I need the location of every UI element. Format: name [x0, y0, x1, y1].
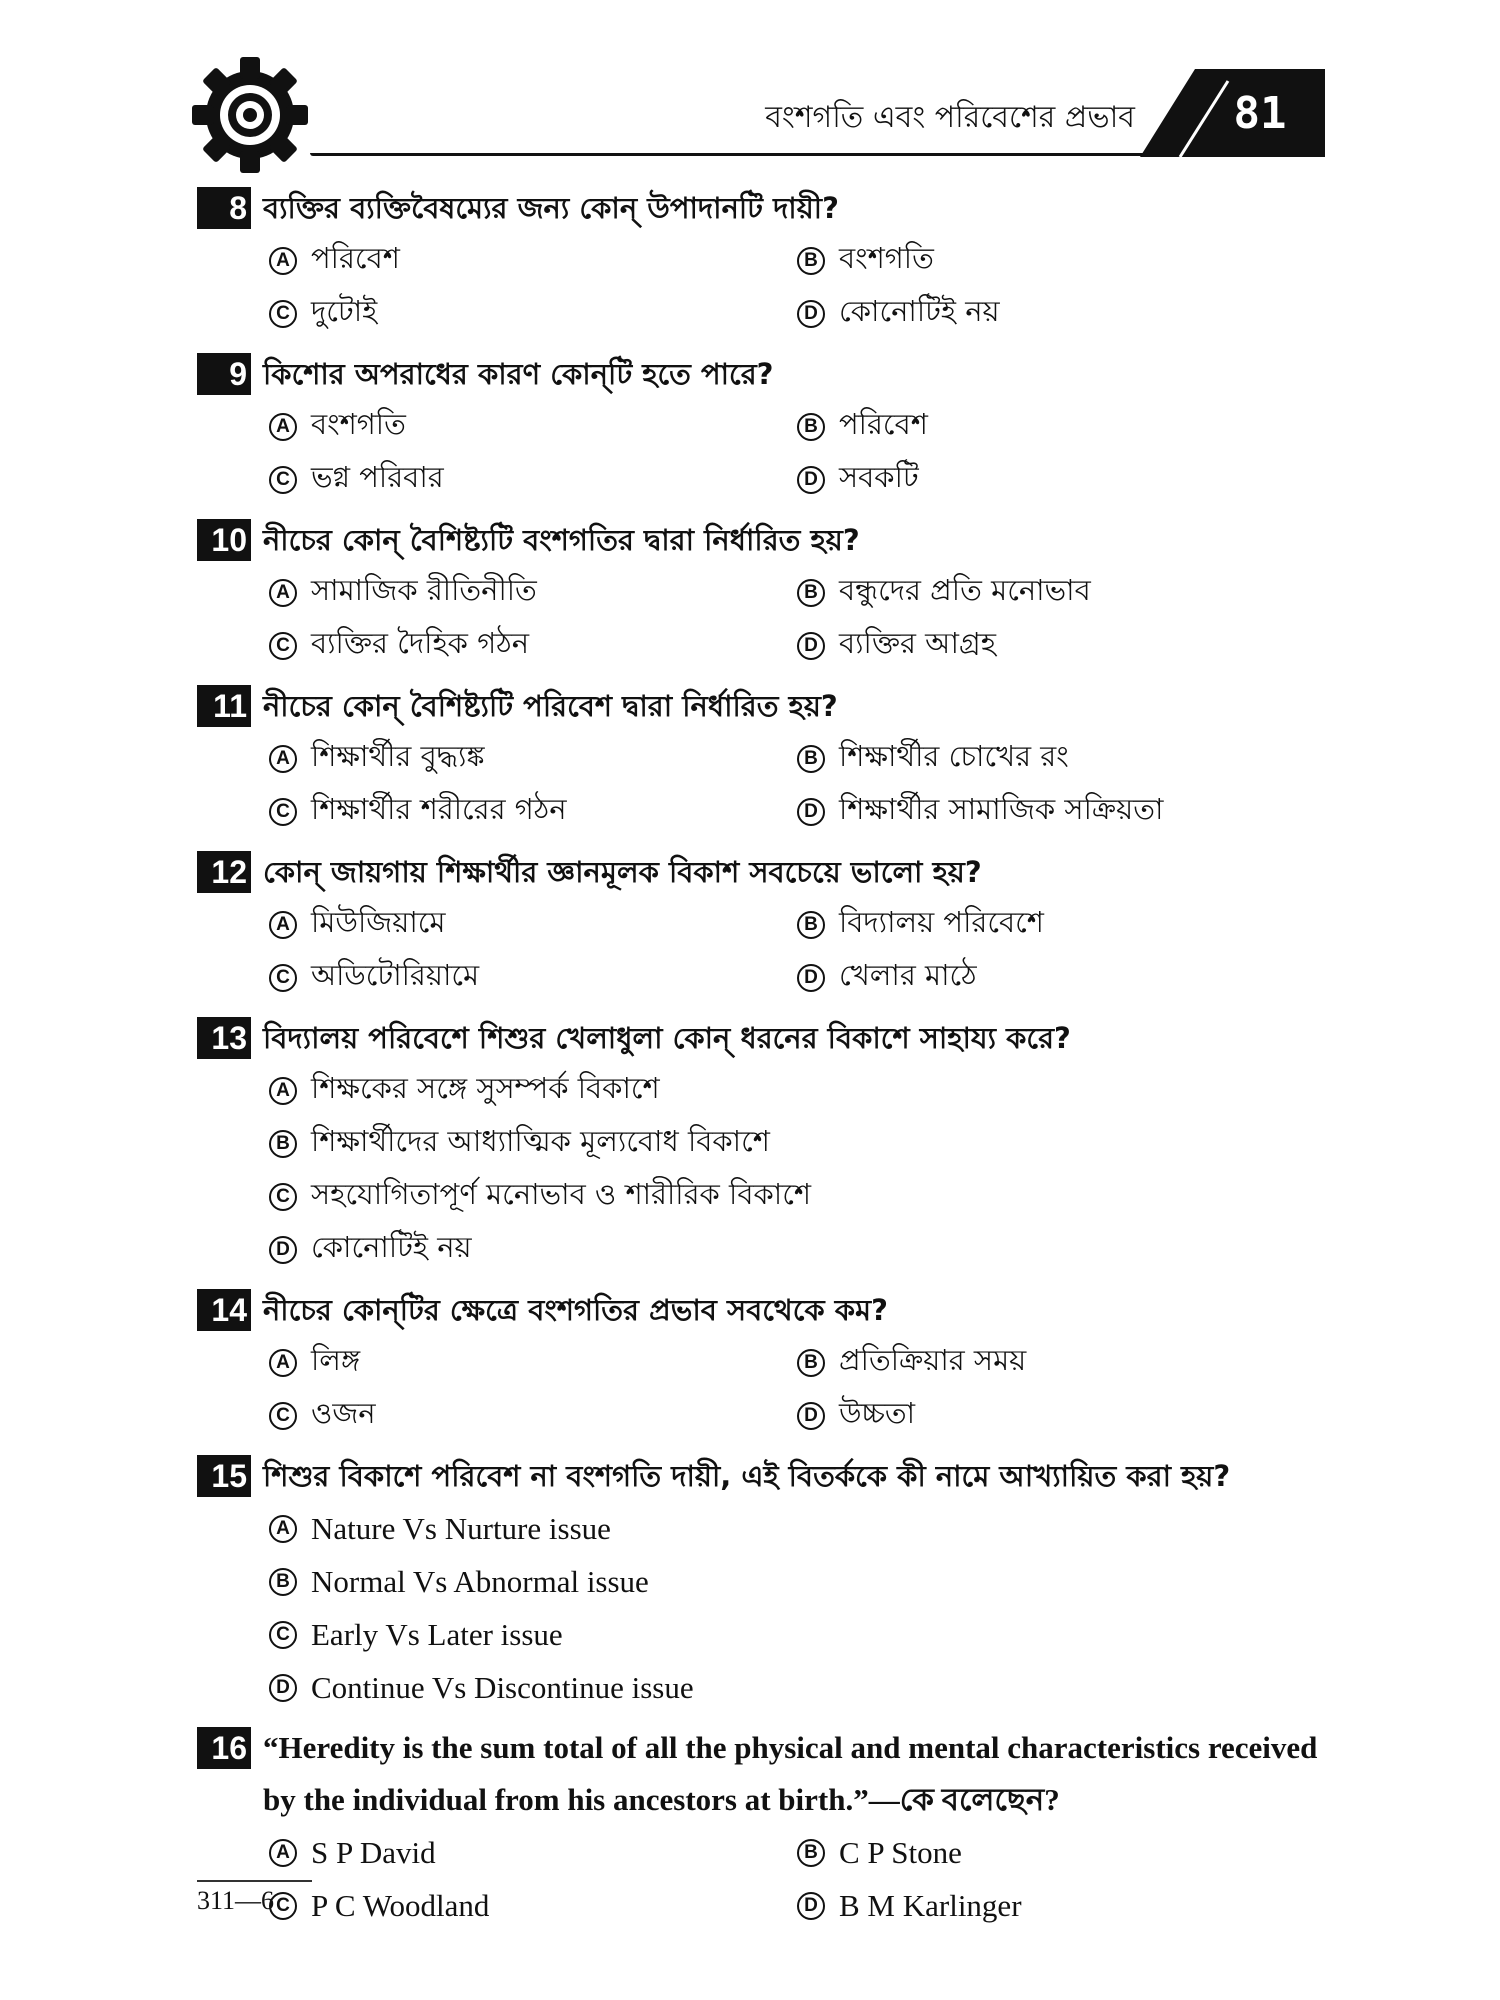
question-number-badge: 14 [197, 1289, 251, 1331]
option-letter-circle: B [797, 745, 825, 773]
option-list [197, 898, 1337, 1004]
gear-icon [190, 55, 310, 175]
option-label: বন্ধুদের প্রতি মনোভাব [839, 573, 1091, 607]
option-letter-circle: C [269, 1892, 297, 1920]
page-number: 81 [1233, 87, 1287, 139]
option-label: ব্যক্তির দৈহিক গঠন [311, 626, 530, 660]
question-text: নীচের কোন্‌ বৈশিষ্ট্যটি বংশগতির দ্বারা নির্ধারিত হয়? [263, 523, 860, 557]
option-letter-circle: C [269, 1183, 297, 1211]
option-list [197, 732, 1337, 838]
option-label: দুটোই [311, 294, 378, 328]
page-header [190, 55, 1325, 175]
option-list [197, 1336, 1337, 1442]
option-label: কোনোটিই নয় [311, 1230, 472, 1264]
option-d[interactable] [269, 1661, 1269, 1714]
question-header [197, 1722, 1337, 1826]
option-label: সবকটি [839, 460, 919, 494]
option-label: Continue Vs Discontinue issue [311, 1669, 694, 1705]
option-letter-circle: D [797, 798, 825, 826]
option-letter-circle: A [269, 413, 297, 441]
option-label: সহযোগিতাপূর্ণ মনোভাব ও শারীরিক বিকাশে [311, 1177, 812, 1211]
option-label: অডিটোরিয়ামে [311, 958, 480, 992]
option-list [197, 1502, 1337, 1714]
option-c[interactable] [269, 1608, 1269, 1661]
option-c[interactable] [269, 951, 797, 1004]
question-header [197, 846, 1337, 898]
option-letter-circle: B [797, 413, 825, 441]
option-d[interactable] [797, 453, 1325, 506]
option-letter-circle: A [269, 1515, 297, 1543]
option-a[interactable] [269, 1336, 797, 1389]
option-label: শিক্ষার্থীর শরীরের গঠন [311, 792, 567, 826]
option-a[interactable] [269, 1826, 797, 1879]
option-letter-circle: C [269, 1402, 297, 1430]
option-d[interactable] [797, 1389, 1325, 1442]
option-letter-circle: D [797, 1402, 825, 1430]
option-label: B M Karlinger [839, 1887, 1022, 1923]
option-letter-circle: A [269, 1077, 297, 1105]
option-b[interactable] [269, 1117, 1269, 1170]
option-letter-circle: B [797, 911, 825, 939]
option-b[interactable] [269, 1555, 1269, 1608]
option-letter-circle: B [269, 1568, 297, 1596]
question-text: কোন্‌ জায়গায় শিক্ষার্থীর জ্ঞানমূলক বিকাশ সবচেয়ে ভালো হয়? [263, 855, 982, 889]
option-label: উচ্চতা [839, 1396, 916, 1430]
question-number-badge: 13 [197, 1017, 251, 1059]
question-header [197, 1284, 1337, 1336]
option-list [197, 566, 1337, 672]
option-letter-circle: C [269, 300, 297, 328]
option-b[interactable] [797, 898, 1325, 951]
option-label: মিউজিয়ামে [311, 905, 446, 939]
option-label: পরিবেশ [311, 241, 400, 275]
option-label: লিঙ্গ [311, 1343, 361, 1377]
option-d[interactable] [269, 1223, 1269, 1276]
option-label: S P David [311, 1834, 436, 1870]
question-header [197, 1012, 1337, 1064]
option-b[interactable] [797, 234, 1325, 287]
option-list [197, 234, 1337, 340]
option-d[interactable] [797, 1879, 1325, 1932]
question-item [197, 1722, 1337, 1932]
option-label: Early Vs Later issue [311, 1616, 563, 1652]
option-list [197, 400, 1337, 506]
option-label: ব্যক্তির আগ্রহ [839, 626, 996, 660]
option-b[interactable] [797, 732, 1325, 785]
option-label: খেলার মাঠে [839, 958, 977, 992]
option-c[interactable] [269, 1170, 1269, 1223]
question-header [197, 348, 1337, 400]
question-header [197, 514, 1337, 566]
option-label: Normal Vs Abnormal issue [311, 1563, 649, 1599]
option-a[interactable] [269, 1064, 1269, 1117]
option-letter-circle: D [269, 1674, 297, 1702]
question-header [197, 1450, 1337, 1502]
option-list [197, 1826, 1337, 1932]
question-number-badge: 16 [197, 1727, 251, 1769]
option-d[interactable] [797, 619, 1325, 672]
option-a[interactable] [269, 1502, 1269, 1555]
option-b[interactable] [797, 1826, 1325, 1879]
option-letter-circle: A [269, 1349, 297, 1377]
question-number-badge: 12 [197, 851, 251, 893]
option-d[interactable] [797, 287, 1325, 340]
option-letter-circle: A [269, 579, 297, 607]
footer-code: 311—6 [197, 1880, 312, 1916]
option-label: বংশগতি [839, 241, 934, 275]
option-letter-circle: B [269, 1130, 297, 1158]
question-item [197, 514, 1337, 672]
option-d[interactable] [797, 785, 1325, 838]
option-b[interactable] [797, 1336, 1325, 1389]
option-letter-circle: A [269, 911, 297, 939]
option-label: ওজন [311, 1396, 376, 1430]
option-label: শিক্ষার্থীর বুদ্ধ্যঙ্ক [311, 739, 485, 773]
question-text: কিশোর অপরাধের কারণ কোন্‌টি হতে পারে? [263, 357, 774, 391]
question-header [197, 182, 1337, 234]
option-letter-circle: A [269, 745, 297, 773]
question-number-badge: 10 [197, 519, 251, 561]
option-label: C P Stone [839, 1834, 962, 1870]
header-rule [310, 153, 1205, 156]
option-c[interactable] [269, 453, 797, 506]
question-text: “Heredity is the sum total of all the physical and mental characteristics received by the individual from his ancestors at birth.”—কে বলেছেন? [263, 1730, 1318, 1817]
option-letter-circle: B [797, 1839, 825, 1867]
option-c[interactable] [269, 287, 797, 340]
option-label: শিক্ষার্থীদের আধ্যাত্মিক মূল্যবোধ বিকাশে [311, 1124, 770, 1158]
option-letter-circle: C [269, 964, 297, 992]
option-a[interactable] [269, 400, 797, 453]
option-b[interactable] [797, 400, 1325, 453]
question-list [197, 182, 1337, 1940]
option-letter-circle: B [797, 1349, 825, 1377]
question-number-badge: 8 [197, 187, 251, 229]
question-number-badge: 15 [197, 1455, 251, 1497]
question-item [197, 680, 1337, 838]
option-letter-circle: C [269, 1621, 297, 1649]
question-item [197, 846, 1337, 1004]
option-c[interactable] [269, 619, 797, 672]
chapter-title: বংশগতি এবং পরিবেশের প্রভাব [765, 100, 1135, 135]
option-c[interactable] [269, 1879, 797, 1932]
option-label: ভগ্ন পরিবার [311, 460, 444, 494]
option-letter-circle: D [797, 300, 825, 328]
option-letter-circle: C [269, 632, 297, 660]
option-a[interactable] [269, 234, 797, 287]
option-label: বিদ্যালয় পরিবেশে [839, 905, 1044, 939]
question-text: ব্যক্তির ব্যক্তিবৈষম্যের জন্য কোন্‌ উপাদানটি দায়ী? [263, 191, 839, 225]
option-label: শিক্ষার্থীর চোখের রং [839, 739, 1069, 773]
option-d[interactable] [797, 951, 1325, 1004]
option-b[interactable] [797, 566, 1325, 619]
option-letter-circle: A [269, 247, 297, 275]
option-letter-circle: B [797, 579, 825, 607]
question-text: নীচের কোন্‌ বৈশিষ্ট্যটি পরিবেশ দ্বারা নির্ধারিত হয়? [263, 689, 838, 723]
question-item [197, 182, 1337, 340]
option-label: Nature Vs Nurture issue [311, 1510, 611, 1546]
option-letter-circle: D [797, 964, 825, 992]
option-label: বংশগতি [311, 407, 406, 441]
option-label: শিক্ষকের সঙ্গে সুসম্পর্ক বিকাশে [311, 1071, 660, 1105]
option-label: শিক্ষার্থীর সামাজিক সক্রিয়তা [839, 792, 1164, 826]
option-letter-circle: A [269, 1839, 297, 1867]
question-text: বিদ্যালয় পরিবেশে শিশুর খেলাধুলা কোন্‌ ধরনের বিকাশে সাহায্য করে? [263, 1021, 1071, 1055]
option-c[interactable] [269, 1389, 797, 1442]
question-text: নীচের কোন্‌টির ক্ষেত্রে বংশগতির প্রভাব সবথেকে কম? [263, 1293, 888, 1327]
question-number-badge: 11 [197, 685, 251, 727]
option-label: পরিবেশ [839, 407, 928, 441]
option-letter-circle: D [797, 466, 825, 494]
question-header [197, 680, 1337, 732]
option-letter-circle: D [797, 1892, 825, 1920]
question-text: শিশুর বিকাশে পরিবেশ না বংশগতি দায়ী, এই বিতর্ককে কী নামে আখ্যায়িত করা হয়? [263, 1459, 1231, 1493]
option-a[interactable] [269, 732, 797, 785]
option-a[interactable] [269, 898, 797, 951]
option-letter-circle: C [269, 798, 297, 826]
question-item [197, 1450, 1337, 1714]
question-item [197, 1012, 1337, 1276]
option-letter-circle: C [269, 466, 297, 494]
question-item [197, 1284, 1337, 1442]
option-c[interactable] [269, 785, 797, 838]
option-label: কোনোটিই নয় [839, 294, 1000, 328]
option-label: P C Woodland [311, 1887, 490, 1923]
option-a[interactable] [269, 566, 797, 619]
question-number-badge: 9 [197, 353, 251, 395]
option-letter-circle: D [797, 632, 825, 660]
question-item [197, 348, 1337, 506]
option-label: প্রতিক্রিয়ার সময় [839, 1343, 1027, 1377]
option-list [197, 1064, 1337, 1276]
option-letter-circle: D [269, 1236, 297, 1264]
option-label: সামাজিক রীতিনীতি [311, 573, 537, 607]
option-letter-circle: B [797, 247, 825, 275]
